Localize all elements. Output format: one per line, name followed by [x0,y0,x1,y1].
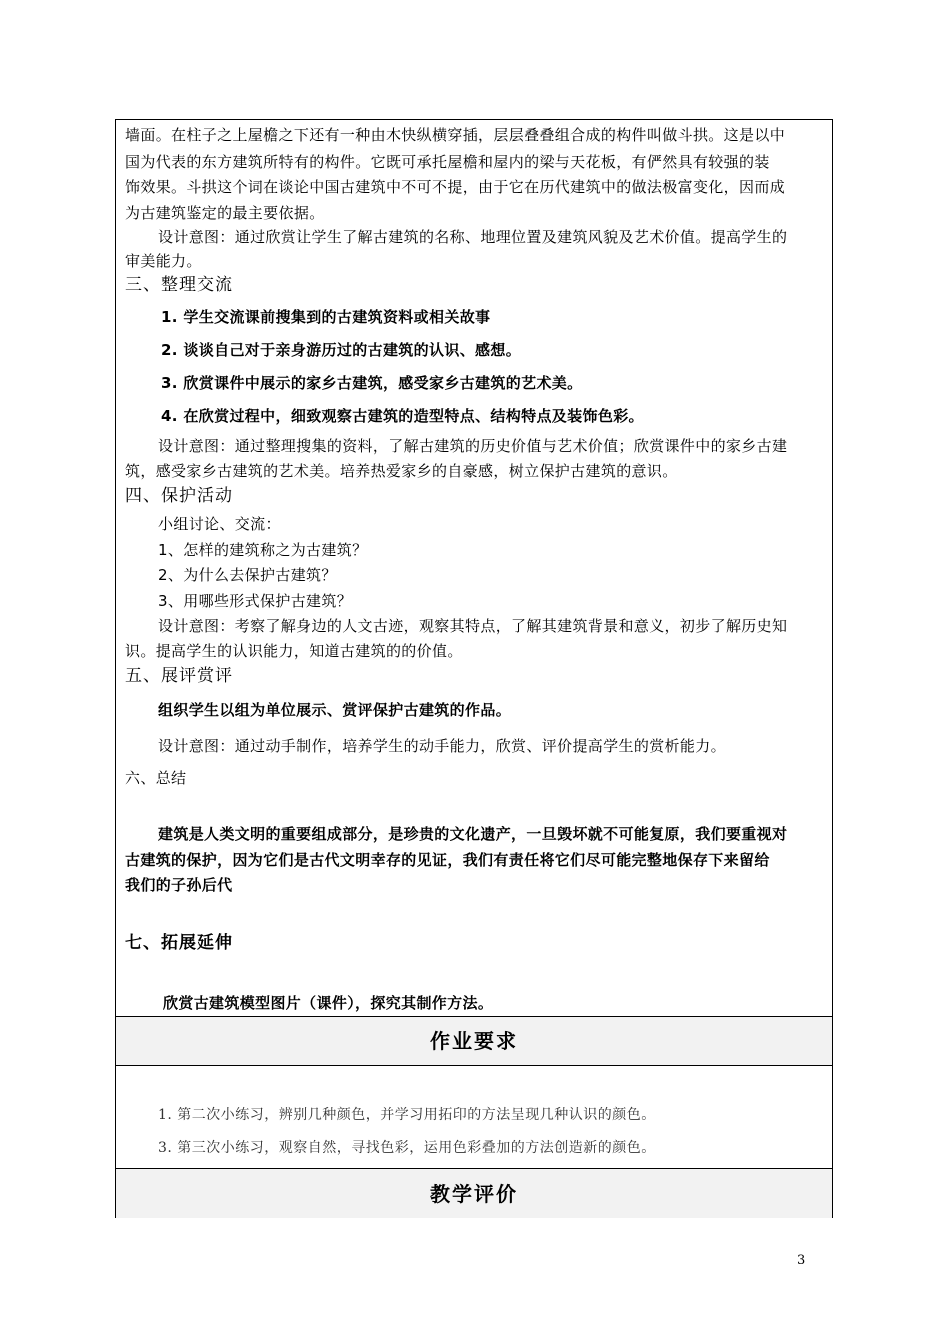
summary-line: 建筑是人类文明的重要组成部分，是珍贵的文化遗产，一旦毁坏就不可能复原，我们要重视对 [158,825,788,843]
design-intent-line: 设计意图：考察了解身边的人文古迹，观察其特点，了解其建筑背景和意义，初步了解历史知 [158,617,788,635]
section-7-text: 欣赏古建筑模型图片（课件），探究其制作方法。 [163,994,494,1012]
body-line: 国为代表的东方建筑所特有的构件。它既可承托屋檐和屋内的梁与天花板，有俨然具有较强的装 [125,153,770,171]
design-intent-line: 设计意图：通过欣赏让学生了解古建筑的名称、地理位置及建筑风貌及艺术价值。提高学生的 [158,228,788,246]
section-5-activity: 组织学生以组为单位展示、赏评保护古建筑的作品。 [158,701,512,719]
section-4-question: 1、怎样的建筑称之为古建筑？ [158,541,368,559]
summary-line: 我们的子孙后代 [125,876,233,894]
section-3-title: 三、整理交流 [125,275,233,295]
section-4-question: 3、用哪些形式保护古建筑？ [158,592,353,610]
design-intent-line: 审美能力。 [125,252,202,270]
design-intent-line: 识。提高学生的认识能力，知道古建筑的的价值。 [125,642,463,660]
lesson-table [115,119,833,1218]
evaluation-header: 教学评价 [116,1168,832,1218]
lesson-content-cell [116,120,834,1016]
summary-line: 古建筑的保护，因为它们是古代文明幸存的见证，我们有责任将它们尽可能完整地保存下来留给 [125,851,770,869]
page-number: 3 [797,1253,806,1268]
homework-item: 3. 第三次小练习，观察自然，寻找色彩，运用色彩叠加的方法创造新的颜色。 [158,1140,656,1156]
body-line: 为古建筑鉴定的最主要依据。 [125,204,325,222]
body-line: 饰效果。斗拱这个词在谈论中国古建筑中不可不提，由于它在历代建筑中的做法极富变化，因而成 [125,178,786,196]
section-3-item: 1. 学生交流课前搜集到的古建筑资料或相关故事 [161,308,491,326]
body-line: 墙面。在柱子之上屋檐之下还有一种由木快纵横穿插，层层叠叠组合成的构件叫做斗拱。这是以中 [125,126,786,144]
design-intent-line: 设计意图：通过整理搜集的资料，了解古建筑的历史价值与艺术价值；欣赏课件中的家乡古建 [158,437,788,455]
section-4-title: 四、保护活动 [125,486,233,506]
section-7-title: 七、拓展延伸 [125,933,233,953]
section-4-question: 2、为什么去保护古建筑？ [158,566,337,584]
section-3-item: 3. 欣赏课件中展示的家乡古建筑，感受家乡古建筑的艺术美。 [161,374,583,392]
design-intent-line: 筑，感受家乡古建筑的艺术美。培养热爱家乡的自豪感，树立保护古建筑的意识。 [125,462,678,480]
section-3-item: 2. 谈谈自己对于亲身游历过的古建筑的认识、感想。 [161,341,522,359]
design-intent-line: 设计意图：通过动手制作，培养学生的动手能力，欣赏、评价提高学生的赏析能力。 [158,737,726,755]
section-3-item: 4. 在欣赏过程中，细致观察古建筑的造型特点、结构特点及装饰色彩。 [161,407,644,425]
homework-item: 1. 第二次小练习，辨别几种颜色，并学习用拓印的方法呈现几种认识的颜色。 [158,1107,656,1123]
homework-header: 作业要求 [116,1016,832,1066]
section-4-intro: 小组讨论、交流： [158,515,281,533]
section-6-title: 六、总结 [125,769,187,787]
section-5-title: 五、展评赏评 [125,666,233,686]
